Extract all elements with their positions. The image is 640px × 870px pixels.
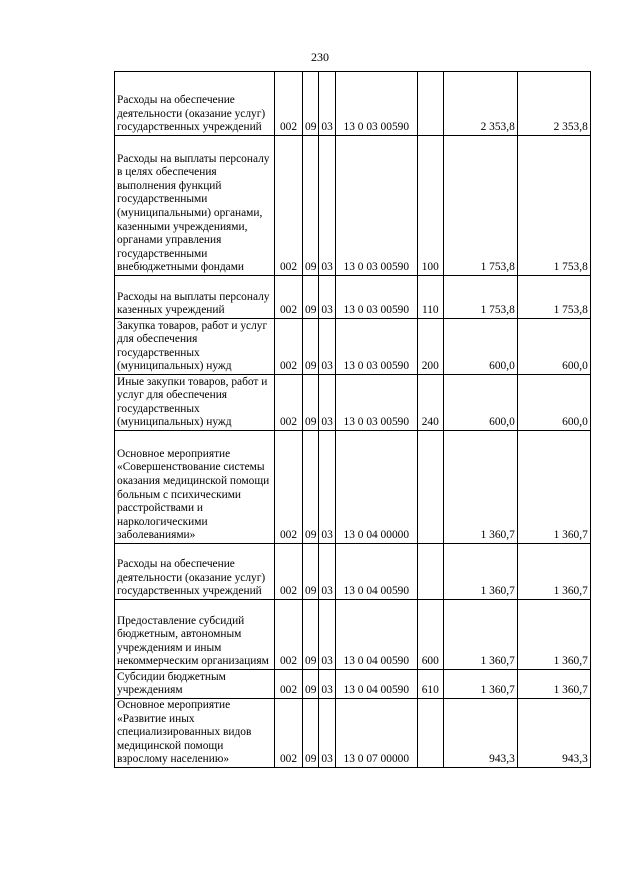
budget-table	[114, 71, 591, 768]
budget-table-body	[115, 72, 591, 768]
expense-type-cell: 610	[417, 670, 443, 699]
row-name-cell: Расходы на выплаты персоналу в целях обеспечения выполнения функций государственными (муниципальными) органами, казенными учреждениями, органами управления государственными внебюджетными фондами	[115, 136, 275, 276]
table-row	[115, 136, 591, 276]
expense-type-cell: 240	[417, 375, 443, 431]
subsection-code-cell: 03	[319, 319, 335, 375]
amount-year1-cell: 600,0	[443, 375, 517, 431]
ministry-code-cell: 002	[275, 600, 303, 670]
row-name-cell: Расходы на обеспечение деятельности (оказание услуг) государственных учреждений	[115, 72, 275, 136]
table-row	[115, 670, 591, 699]
ministry-code-cell: 002	[275, 319, 303, 375]
table-row	[115, 276, 591, 319]
expense-type-cell	[417, 699, 443, 768]
ministry-code-cell: 002	[275, 670, 303, 699]
amount-year1-cell: 1 360,7	[443, 600, 517, 670]
amount-year2-cell: 1 753,8	[517, 136, 590, 276]
amount-year1-cell: 1 360,7	[443, 431, 517, 544]
expense-type-cell: 100	[417, 136, 443, 276]
section-code-cell: 09	[303, 670, 319, 699]
amount-year1-cell: 1 753,8	[443, 276, 517, 319]
subsection-code-cell: 03	[319, 600, 335, 670]
amount-year2-cell: 600,0	[517, 319, 590, 375]
row-name-cell: Основное мероприятие «Совершенствование системы оказания медицинской помощи больным с психическими расстройствами и наркологическими заболеваниями»	[115, 431, 275, 544]
amount-year2-cell: 1 753,8	[517, 276, 590, 319]
row-name-cell: Расходы на выплаты персоналу казенных учреждений	[115, 276, 275, 319]
row-name-cell: Расходы на обеспечение деятельности (оказание услуг) государственных учреждений	[115, 544, 275, 600]
section-code-cell: 09	[303, 319, 319, 375]
row-name-cell: Предоставление субсидий бюджетным, автономным учреждениям и иным некоммерческим организациям	[115, 600, 275, 670]
row-name-cell: Иные закупки товаров, работ и услуг для обеспечения государственных (муниципальных) нужд	[115, 375, 275, 431]
target-code-cell: 13 0 04 00590	[335, 600, 417, 670]
row-name-cell: Закупка товаров, работ и услуг для обеспечения государственных (муниципальных) нужд	[115, 319, 275, 375]
row-name-cell: Субсидии бюджетным учреждениям	[115, 670, 275, 699]
subsection-code-cell: 03	[319, 431, 335, 544]
section-code-cell: 09	[303, 276, 319, 319]
section-code-cell: 09	[303, 544, 319, 600]
ministry-code-cell: 002	[275, 72, 303, 136]
expense-type-cell	[417, 544, 443, 600]
amount-year2-cell: 600,0	[517, 375, 590, 431]
section-code-cell: 09	[303, 375, 319, 431]
amount-year2-cell: 1 360,7	[517, 544, 590, 600]
table-row	[115, 375, 591, 431]
subsection-code-cell: 03	[319, 544, 335, 600]
section-code-cell: 09	[303, 431, 319, 544]
amount-year1-cell: 2 353,8	[443, 72, 517, 136]
target-code-cell: 13 0 03 00590	[335, 136, 417, 276]
table-row	[115, 699, 591, 768]
target-code-cell: 13 0 03 00590	[335, 319, 417, 375]
ministry-code-cell: 002	[275, 699, 303, 768]
expense-type-cell: 600	[417, 600, 443, 670]
section-code-cell: 09	[303, 72, 319, 136]
amount-year1-cell: 1 360,7	[443, 544, 517, 600]
row-name-cell: Основное мероприятие «Развитие иных специализированных видов медицинской помощи взрослому населению»	[115, 699, 275, 768]
amount-year1-cell: 943,3	[443, 699, 517, 768]
amount-year2-cell: 1 360,7	[517, 600, 590, 670]
subsection-code-cell: 03	[319, 699, 335, 768]
ministry-code-cell: 002	[275, 544, 303, 600]
table-row	[115, 72, 591, 136]
target-code-cell: 13 0 07 00000	[335, 699, 417, 768]
target-code-cell: 13 0 03 00590	[335, 72, 417, 136]
subsection-code-cell: 03	[319, 375, 335, 431]
ministry-code-cell: 002	[275, 136, 303, 276]
target-code-cell: 13 0 04 00000	[335, 431, 417, 544]
target-code-cell: 13 0 03 00590	[335, 375, 417, 431]
table-row	[115, 600, 591, 670]
table-row	[115, 544, 591, 600]
amount-year1-cell: 1 753,8	[443, 136, 517, 276]
target-code-cell: 13 0 04 00590	[335, 544, 417, 600]
section-code-cell: 09	[303, 699, 319, 768]
table-row	[115, 319, 591, 375]
amount-year2-cell: 2 353,8	[517, 72, 590, 136]
amount-year2-cell: 1 360,7	[517, 431, 590, 544]
target-code-cell: 13 0 03 00590	[335, 276, 417, 319]
expense-type-cell: 110	[417, 276, 443, 319]
subsection-code-cell: 03	[319, 136, 335, 276]
subsection-code-cell: 03	[319, 670, 335, 699]
ministry-code-cell: 002	[275, 431, 303, 544]
amount-year2-cell: 1 360,7	[517, 670, 590, 699]
amount-year1-cell: 1 360,7	[443, 670, 517, 699]
target-code-cell: 13 0 04 00590	[335, 670, 417, 699]
section-code-cell: 09	[303, 600, 319, 670]
section-code-cell: 09	[303, 136, 319, 276]
amount-year2-cell: 943,3	[517, 699, 590, 768]
expense-type-cell: 200	[417, 319, 443, 375]
subsection-code-cell: 03	[319, 276, 335, 319]
table-row	[115, 431, 591, 544]
ministry-code-cell: 002	[275, 375, 303, 431]
page-number: 230	[311, 50, 329, 64]
expense-type-cell	[417, 431, 443, 544]
amount-year1-cell: 600,0	[443, 319, 517, 375]
ministry-code-cell: 002	[275, 276, 303, 319]
expense-type-cell	[417, 72, 443, 136]
subsection-code-cell: 03	[319, 72, 335, 136]
